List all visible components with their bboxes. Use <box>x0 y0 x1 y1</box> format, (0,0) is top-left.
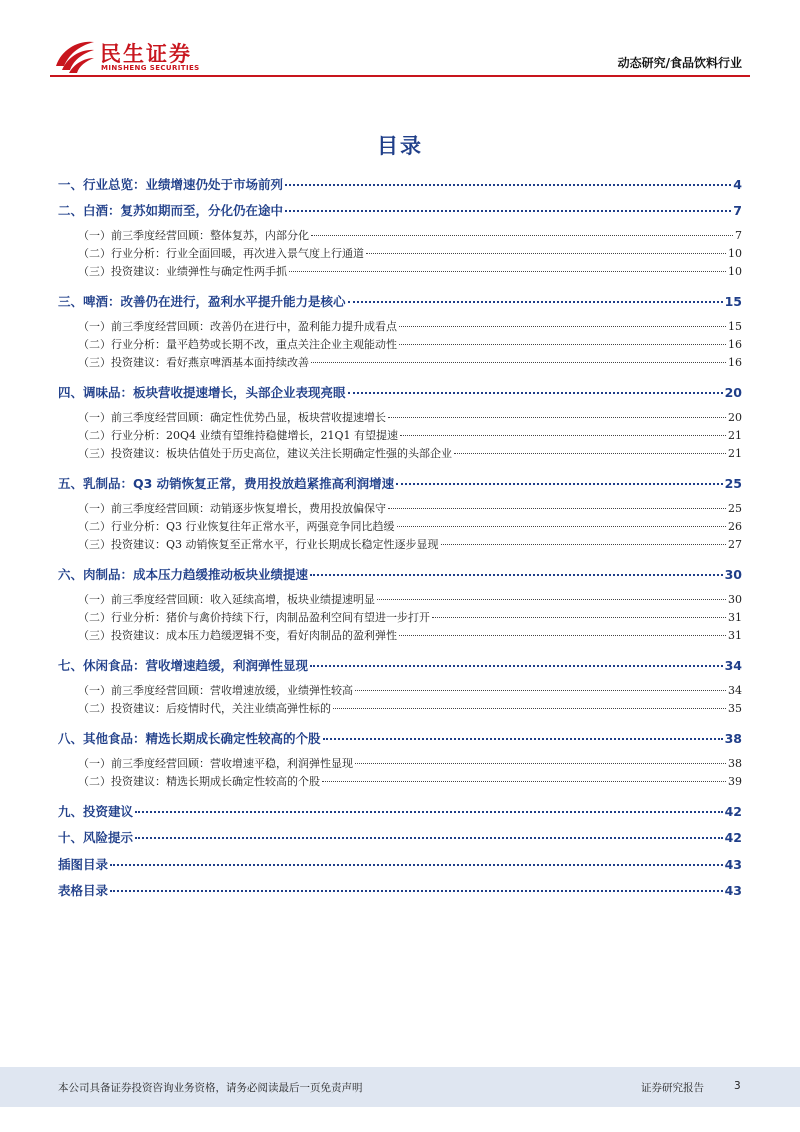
toc-entry-title: （三）投资建议：看好燕京啤酒基本面持续改善 <box>78 356 309 369</box>
page-header <box>0 0 800 80</box>
toc-entry-page: 10 <box>728 247 742 260</box>
toc-entry-page: 34 <box>728 684 742 697</box>
toc-entry-title: 一、行业总览：业绩增速仍处于市场前列 <box>58 177 284 192</box>
toc-entry-title: 七、休闲食品：营收增速趋缓，利润弹性显现 <box>58 658 309 673</box>
toc-entry-title: （二）行业分析：20Q4 业绩有望维持稳健增长，21Q1 有望提速 <box>78 429 399 442</box>
toc-dot-leader <box>348 301 723 303</box>
toc-section-entry[interactable] <box>58 383 742 401</box>
toc-section-entry[interactable] <box>58 802 742 820</box>
toc-entry-page: 21 <box>728 429 742 442</box>
toc-heading: 目录 <box>377 134 423 158</box>
toc-entry-title: 四、调味品：板块营收提速增长，头部企业表现亮眼 <box>58 385 346 400</box>
toc-entry-page: 15 <box>728 320 742 333</box>
toc-subsection-entry[interactable] <box>58 318 742 334</box>
toc-dot-leader <box>289 271 726 272</box>
toc-subsection-entry[interactable] <box>58 773 742 789</box>
toc-entry-page: 7 <box>735 229 742 242</box>
toc-subsection-entry[interactable] <box>58 700 742 716</box>
toc-entry-title: （三）投资建议：业绩弹性与确定性两手抓 <box>78 265 287 278</box>
toc-section-entry[interactable] <box>58 828 742 846</box>
toc-section-entry[interactable] <box>58 474 742 492</box>
toc-entry-title: （二）行业分析：猪价与禽价持续下行，肉制品盈利空间有望进一步打开 <box>78 611 430 624</box>
toc-entry-title: （二）投资建议：精选长期成长确定性较高的个股 <box>78 775 320 788</box>
toc-entry-page: 34 <box>724 658 742 673</box>
toc-dot-leader <box>432 617 726 618</box>
toc-entry-page: 31 <box>728 629 742 642</box>
toc-entry-title: 插图目录 <box>58 857 109 872</box>
toc-subsection-entry[interactable] <box>58 500 742 516</box>
toc-entry-title: （三）投资建议：成本压力趋缓逻辑不变，看好肉制品的盈利弹性 <box>78 629 397 642</box>
toc-subsection-entry[interactable] <box>58 627 742 643</box>
toc-dot-leader <box>388 417 726 418</box>
toc-entry-page: 30 <box>724 567 742 582</box>
toc-dot-leader <box>311 362 726 363</box>
toc-subsection-entry[interactable] <box>58 336 742 352</box>
company-logo <box>52 36 202 76</box>
toc-entry-title: 八、其他食品：精选长期成长确定性较高的个股 <box>58 731 321 746</box>
toc-dot-leader <box>397 526 726 527</box>
toc-entry-title: 三、啤酒：改善仍在进行，盈利水平提升能力是核心 <box>58 294 346 309</box>
logo-chinese-name: 民生证券 <box>100 42 192 66</box>
toc-dot-leader <box>377 599 726 600</box>
toc-dot-leader <box>285 210 731 212</box>
toc-entry-page: 27 <box>728 538 742 551</box>
toc-dot-leader <box>110 890 723 892</box>
toc-dot-leader <box>388 508 726 509</box>
toc-entry-page: 42 <box>724 804 742 819</box>
toc-entry-page: 10 <box>728 265 742 278</box>
toc-entry-page: 42 <box>724 830 742 845</box>
toc-entry-title: 十、风险提示 <box>58 830 134 845</box>
toc-entry-title: （二）行业分析：行业全面回暖，再次进入景气度上行通道 <box>78 247 364 260</box>
toc-entry-page: 26 <box>728 520 742 533</box>
toc-section-entry[interactable] <box>58 201 742 219</box>
toc-entry-title: （一）前三季度经营回顾：营收增速放缓，业绩弹性较高 <box>78 684 353 697</box>
toc-entry-page: 16 <box>728 356 742 369</box>
toc-entry-page: 30 <box>728 593 742 606</box>
toc-subsection-entry[interactable] <box>58 245 742 261</box>
toc-entry-title: 表格目录 <box>58 883 109 898</box>
toc-dot-leader <box>396 483 722 485</box>
toc-dot-leader <box>311 235 733 236</box>
toc-entry-page: 21 <box>728 447 742 460</box>
toc-entry-page: 31 <box>728 611 742 624</box>
page-footer <box>0 1067 800 1107</box>
toc-subsection-entry[interactable] <box>58 682 742 698</box>
toc-entry-page: 35 <box>728 702 742 715</box>
toc-entry-title: （三）投资建议：板块估值处于历史高位，建议关注长期确定性强的头部企业 <box>78 447 452 460</box>
toc-entry-title: （一）前三季度经营回顾：营收增速平稳，利润弹性显现 <box>78 757 353 770</box>
toc-subsection-entry[interactable] <box>58 263 742 279</box>
toc-subsection-entry[interactable] <box>58 536 742 552</box>
toc-dot-leader <box>366 253 726 254</box>
toc-entry-page: 4 <box>733 177 742 192</box>
toc-dot-leader <box>135 811 723 813</box>
toc-entry-page: 15 <box>724 294 742 309</box>
toc-dot-leader <box>441 544 726 545</box>
toc-entry-title: 二、白酒：复苏如期而至，分化仍在途中 <box>58 203 284 218</box>
toc-subsection-entry[interactable] <box>58 755 742 771</box>
header-divider <box>50 75 750 77</box>
toc-dot-leader <box>135 837 723 839</box>
logo-english-name: MINSHENG SECURITIES <box>101 64 200 72</box>
toc-dot-leader <box>454 453 726 454</box>
toc-subsection-entry[interactable] <box>58 591 742 607</box>
toc-dot-leader <box>322 781 726 782</box>
toc-entry-title: （一）前三季度经营回顾：确定性优势凸显，板块营收提速增长 <box>78 411 386 424</box>
toc-dot-leader <box>399 635 726 636</box>
toc-entry-title: 五、乳制品：Q3 动销恢复正常，费用投放趋紧推高利润增速 <box>58 476 395 491</box>
toc-entry-title: （一）前三季度经营回顾：收入延续高增，板块业绩提速明显 <box>78 593 375 606</box>
report-type: 动态研究/食品饮料行业 <box>617 56 742 70</box>
toc-subsection-entry[interactable] <box>58 518 742 534</box>
toc-entry-page: 43 <box>724 883 742 898</box>
toc-entry-page: 25 <box>724 476 742 491</box>
toc-section-entry[interactable] <box>58 729 742 747</box>
toc-section-entry[interactable] <box>58 656 742 674</box>
toc-dot-leader <box>399 326 726 327</box>
toc-subsection-entry[interactable] <box>58 445 742 461</box>
toc-entry-title: （一）前三季度经营回顾：整体复苏，内部分化 <box>78 229 309 242</box>
toc-entry-page: 38 <box>724 731 742 746</box>
toc-entry-page: 39 <box>728 775 742 788</box>
toc-subsection-entry[interactable] <box>58 409 742 425</box>
toc-entry-title: 六、肉制品：成本压力趋缓推动板块业绩提速 <box>58 567 309 582</box>
toc-dot-leader <box>323 738 723 740</box>
toc-section-entry[interactable] <box>58 565 742 583</box>
toc-subsection-entry[interactable] <box>58 354 742 370</box>
toc-entry-page: 20 <box>728 411 742 424</box>
toc-dot-leader <box>310 665 723 667</box>
page-number: 3 <box>734 1080 741 1092</box>
toc-dot-leader <box>399 344 726 345</box>
toc-entry-title: （三）投资建议：Q3 动销恢复至正常水平，行业长期成长稳定性逐步显现 <box>78 538 439 551</box>
toc-entry-page: 7 <box>733 203 742 218</box>
toc-entry-title: （二）行业分析：量平趋势或长期不改，重点关注企业主观能动性 <box>78 338 397 351</box>
toc-entry-title: （二）投资建议：后疫情时代，关注业绩高弹性标的 <box>78 702 331 715</box>
toc-entry-title: 九、投资建议 <box>58 804 134 819</box>
toc-entry-page: 43 <box>724 857 742 872</box>
toc-dot-leader <box>400 435 726 436</box>
toc-section-entry[interactable] <box>58 175 742 193</box>
toc-entry-page: 25 <box>728 502 742 515</box>
toc-entry-title: （一）前三季度经营回顾：动销逐步恢复增长，费用投放偏保守 <box>78 502 386 515</box>
toc-entry-page: 38 <box>728 757 742 770</box>
toc-dot-leader <box>285 184 731 186</box>
toc-section-entry[interactable] <box>58 855 742 873</box>
footer-report-label: 证券研究报告 <box>641 1082 704 1094</box>
toc-section-entry[interactable] <box>58 292 742 310</box>
footer-disclaimer: 本公司具备证券投资咨询业务资格，请务必阅读最后一页免责声明 <box>58 1082 363 1094</box>
toc-dot-leader <box>348 392 723 394</box>
toc-section-entry[interactable] <box>58 881 742 899</box>
toc-dot-leader <box>333 708 726 709</box>
toc-entry-title: （二）行业分析：Q3 行业恢复往年正常水平，两强竞争同比趋缓 <box>78 520 395 533</box>
toc-entry-page: 20 <box>724 385 742 400</box>
toc-entry-title: （一）前三季度经营回顾：改善仍在进行中，盈利能力提升成看点 <box>78 320 397 333</box>
toc-dot-leader <box>355 690 726 691</box>
toc-entry-page: 16 <box>728 338 742 351</box>
toc-dot-leader <box>310 574 723 576</box>
toc-dot-leader <box>355 763 726 764</box>
minsheng-logo-icon <box>52 36 96 76</box>
toc-subsection-entry[interactable] <box>58 227 742 243</box>
toc-subsection-entry[interactable] <box>58 427 742 443</box>
toc-dot-leader <box>110 864 723 866</box>
toc-subsection-entry[interactable] <box>58 609 742 625</box>
